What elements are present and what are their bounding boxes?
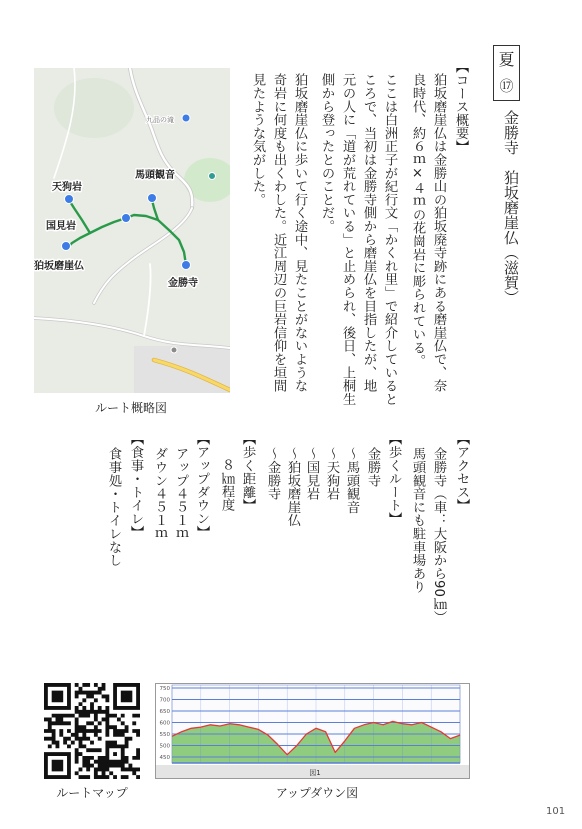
qr-caption: ルートマップ bbox=[56, 786, 128, 800]
access-heading: 【アクセス】 bbox=[454, 432, 469, 512]
distance-value: ８㎞程度 bbox=[219, 458, 234, 512]
elevation-up: アップ４５１ｍ bbox=[173, 447, 188, 541]
walking-route-step: ～狛坂磨崖仏 bbox=[285, 447, 300, 527]
walking-route-step: 金勝寺 bbox=[365, 447, 380, 487]
pin-bato-kannon bbox=[148, 194, 157, 203]
map-label-tenguiwa: 天狗岩 bbox=[52, 182, 82, 193]
pin-park bbox=[209, 173, 216, 180]
page-number: 101 bbox=[546, 806, 566, 817]
forest-area bbox=[54, 78, 134, 138]
facilities-value: 食事処・トイレなし bbox=[106, 447, 121, 567]
x-axis-label: 図1 bbox=[309, 769, 321, 777]
elevation-chart bbox=[155, 683, 470, 779]
map-caption: ルート概略図 bbox=[94, 401, 167, 415]
pin-kuhon-falls bbox=[182, 114, 190, 122]
walking-route-heading: 【歩くルート】 bbox=[386, 432, 401, 526]
y-tick-label: 600 bbox=[159, 720, 170, 727]
facilities-heading: 【食事・トイレ】 bbox=[128, 432, 143, 539]
overview-line: 奇岩に何度も出くわした。近江周辺の巨岩信仰を垣間 bbox=[271, 73, 286, 393]
overview-line: 狛坂磨崖仏に歩いて行く途中、見たことがないような bbox=[292, 73, 307, 393]
walking-route-step: ～馬頭観音 bbox=[344, 447, 359, 514]
season-badge bbox=[493, 45, 520, 101]
course-number: ⑰ bbox=[499, 79, 514, 95]
map-label-konshoji: 金勝寺 bbox=[168, 278, 198, 289]
overview-line: 狛坂磨崖仏は金勝山の狛坂廃寺跡にある磨崖仏で、奈 bbox=[431, 73, 446, 393]
pin-tenguiwa bbox=[65, 195, 74, 204]
route-map bbox=[34, 68, 230, 393]
y-tick-label: 750 bbox=[159, 686, 170, 692]
page-title: 金勝寺 狛坂磨崖仏（滋賀） bbox=[502, 110, 520, 305]
overview-heading: 【コース概要】 bbox=[453, 60, 468, 154]
overview-line: 側から登ったとのことだ。 bbox=[319, 73, 334, 233]
y-tick-label: 450 bbox=[159, 755, 170, 761]
y-tick-label: 700 bbox=[159, 697, 170, 704]
elevation-down: ダウン４５１ｍ bbox=[152, 447, 167, 541]
map-label-komasaka: 狛坂磨崖仏 bbox=[34, 261, 84, 272]
access-line: 馬頭観音にも駐車場あり bbox=[410, 447, 425, 594]
elevation-gain-heading: 【アップダウン】 bbox=[194, 432, 209, 539]
map-label-kuhon-falls: 九品の滝 bbox=[146, 116, 174, 124]
walking-route-step: ～天狗岩 bbox=[324, 447, 339, 501]
y-tick-label: 650 bbox=[159, 709, 170, 715]
qr-code bbox=[44, 683, 140, 779]
map-label-bato-kannon: 馬頭観音 bbox=[135, 170, 175, 181]
season-label: 夏 bbox=[498, 50, 515, 69]
overview-line: 元の人に「道が荒れている」と止められ、後日、上桐生 bbox=[340, 73, 355, 406]
pin-konshoji bbox=[182, 261, 191, 270]
elevation-caption: アップダウン図 bbox=[275, 786, 359, 800]
y-tick-label: 550 bbox=[159, 732, 170, 738]
pin-kunimiiwa bbox=[62, 242, 71, 251]
y-tick-label: 500 bbox=[159, 743, 170, 750]
pin-route-midpoint bbox=[122, 214, 131, 223]
pin-station bbox=[171, 347, 177, 353]
walking-route-step: ～国見岩 bbox=[304, 447, 319, 501]
map-label-kunimiiwa: 国見岩 bbox=[46, 221, 76, 232]
overview-line: 良時代、約６ｍ×４ｍの花崗岩に彫られている。 bbox=[410, 73, 425, 368]
overview-line: ころで、当初は金勝寺側から磨崖仏を目指したが、地 bbox=[361, 73, 376, 393]
overview-line: ここは白洲正子が紀行文「かくれ里」で紹介していると bbox=[382, 73, 397, 406]
overview-line: 見たような気がした。 bbox=[250, 73, 265, 206]
walking-route-step: ～金勝寺 bbox=[265, 447, 280, 501]
distance-heading: 【歩く距離】 bbox=[240, 432, 255, 512]
access-line: 金勝寺（車：大阪から90㎞） bbox=[431, 447, 446, 624]
